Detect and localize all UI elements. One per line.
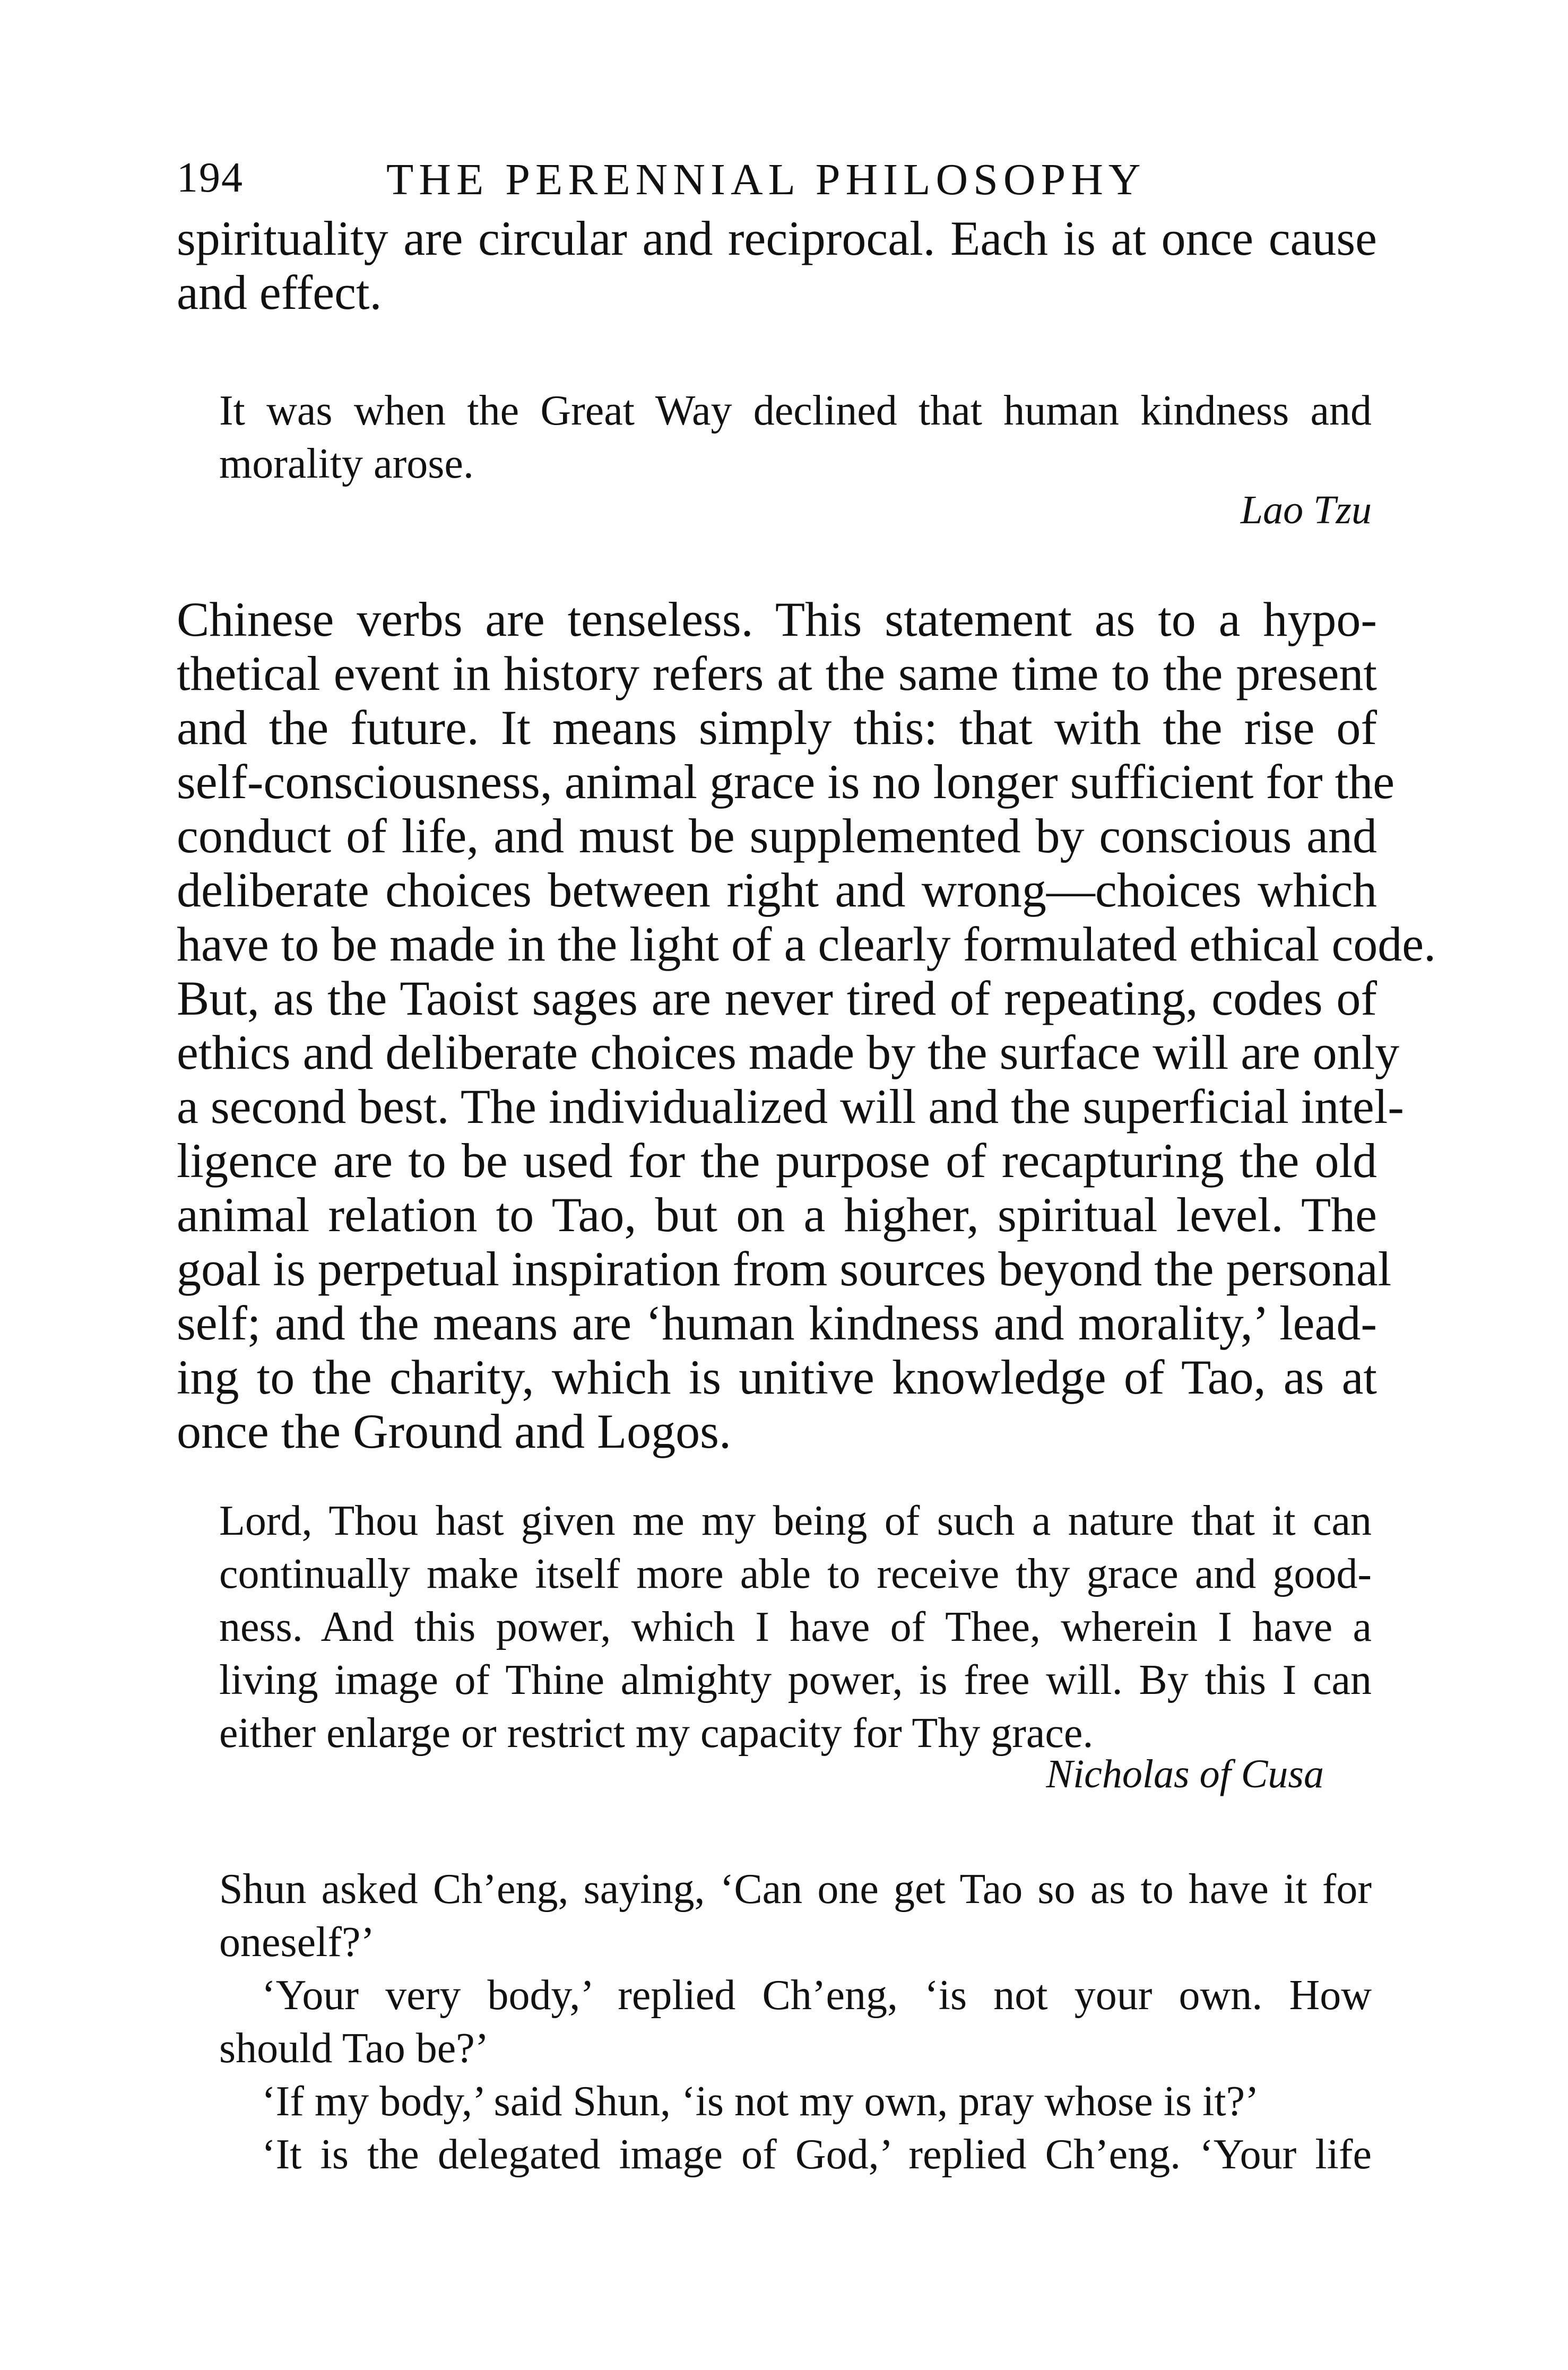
text-line: and effect. xyxy=(177,265,382,319)
attribution-nicholas-of-cusa: Nicholas of Cusa xyxy=(1046,1752,1324,1796)
quote-line: oneself?’ xyxy=(219,1919,375,1966)
quote-line: living image of Thine almighty power, is free will. By this I can xyxy=(219,1657,1372,1703)
text-line: ligence are to be used for the purpose of recapturing the old xyxy=(177,1134,1377,1188)
quote-line: Lord, Thou hast given me my being of such a nature that it can xyxy=(219,1498,1372,1544)
quote-line: continually make itself more able to receive thy grace and good- xyxy=(219,1551,1372,1597)
quotation-shun-cheng xyxy=(219,1863,1372,2181)
text-line: animal relation to Tao, but on a higher, spiritual level. The xyxy=(177,1188,1377,1242)
text-line: once the Ground and Logos. xyxy=(177,1404,731,1458)
text-line: have to be made in the light of a clearly formulated ethical code. xyxy=(177,917,1436,971)
text-line: thetical event in history refers at the same time to the present xyxy=(177,646,1377,700)
text-line: Chinese verbs are tenseless. This statement as to a hypo- xyxy=(177,592,1377,646)
quote-line: should Tao be?’ xyxy=(219,2025,489,2072)
quote-line: ‘It is the delegated image of God,’ replied Ch’eng. ‘Your life xyxy=(262,2131,1372,2178)
text-line: ethics and deliberate choices made by the surface will are only xyxy=(177,1025,1400,1079)
quote-line: morality arose. xyxy=(219,440,474,487)
quote-line: ‘If my body,’ said Shun, ‘is not my own, pray whose is it?’ xyxy=(262,2078,1259,2125)
text-line: self; and the means are ‘human kindness and morality,’ lead- xyxy=(177,1296,1377,1350)
quote-line: ness. And this power, which I have of Thee, wherein I have a xyxy=(219,1604,1372,1650)
quotation-lao-tzu xyxy=(219,384,1372,490)
attribution-lao-tzu: Lao Tzu xyxy=(1240,488,1372,532)
text-line: deliberate choices between right and wrong—choices which xyxy=(177,863,1377,917)
text-line: a second best. The individualized will and the superficial intel- xyxy=(177,1079,1404,1134)
text-line: self-consciousness, animal grace is no longer sufficient for the xyxy=(177,755,1395,809)
quote-line: either enlarge or restrict my capacity for Thy grace. xyxy=(219,1710,1094,1757)
page-number: 194 xyxy=(177,154,244,201)
text-line: ing to the charity, which is unitive knowledge of Tao, as at xyxy=(177,1350,1377,1404)
paragraph-main xyxy=(177,592,1436,1458)
text-line: conduct of life, and must be supplemented by conscious and xyxy=(177,809,1377,863)
text-line: spirituality are circular and reciprocal. Each is at once cause xyxy=(177,211,1377,265)
text-line: goal is perpetual inspiration from sources beyond the personal xyxy=(177,1242,1392,1296)
text-line: and the future. It means simply this: that with the rise of xyxy=(177,700,1377,755)
quotation-nicholas-of-cusa xyxy=(219,1494,1372,1760)
quote-line: It was when the Great Way declined that human kindness and xyxy=(219,387,1372,434)
quote-line: ‘Your very body,’ replied Ch’eng, ‘is not your own. How xyxy=(262,1972,1372,2019)
paragraph-continuation xyxy=(177,211,1377,319)
text-line: But, as the Taoist sages are never tired of repeating, codes of xyxy=(177,971,1377,1025)
running-head: THE PERENNIAL PHILOSOPHY xyxy=(386,155,1146,204)
page-header xyxy=(177,154,1371,212)
quote-line: Shun asked Ch’eng, saying, ‘Can one get Tao so as to have it for xyxy=(219,1866,1372,1913)
